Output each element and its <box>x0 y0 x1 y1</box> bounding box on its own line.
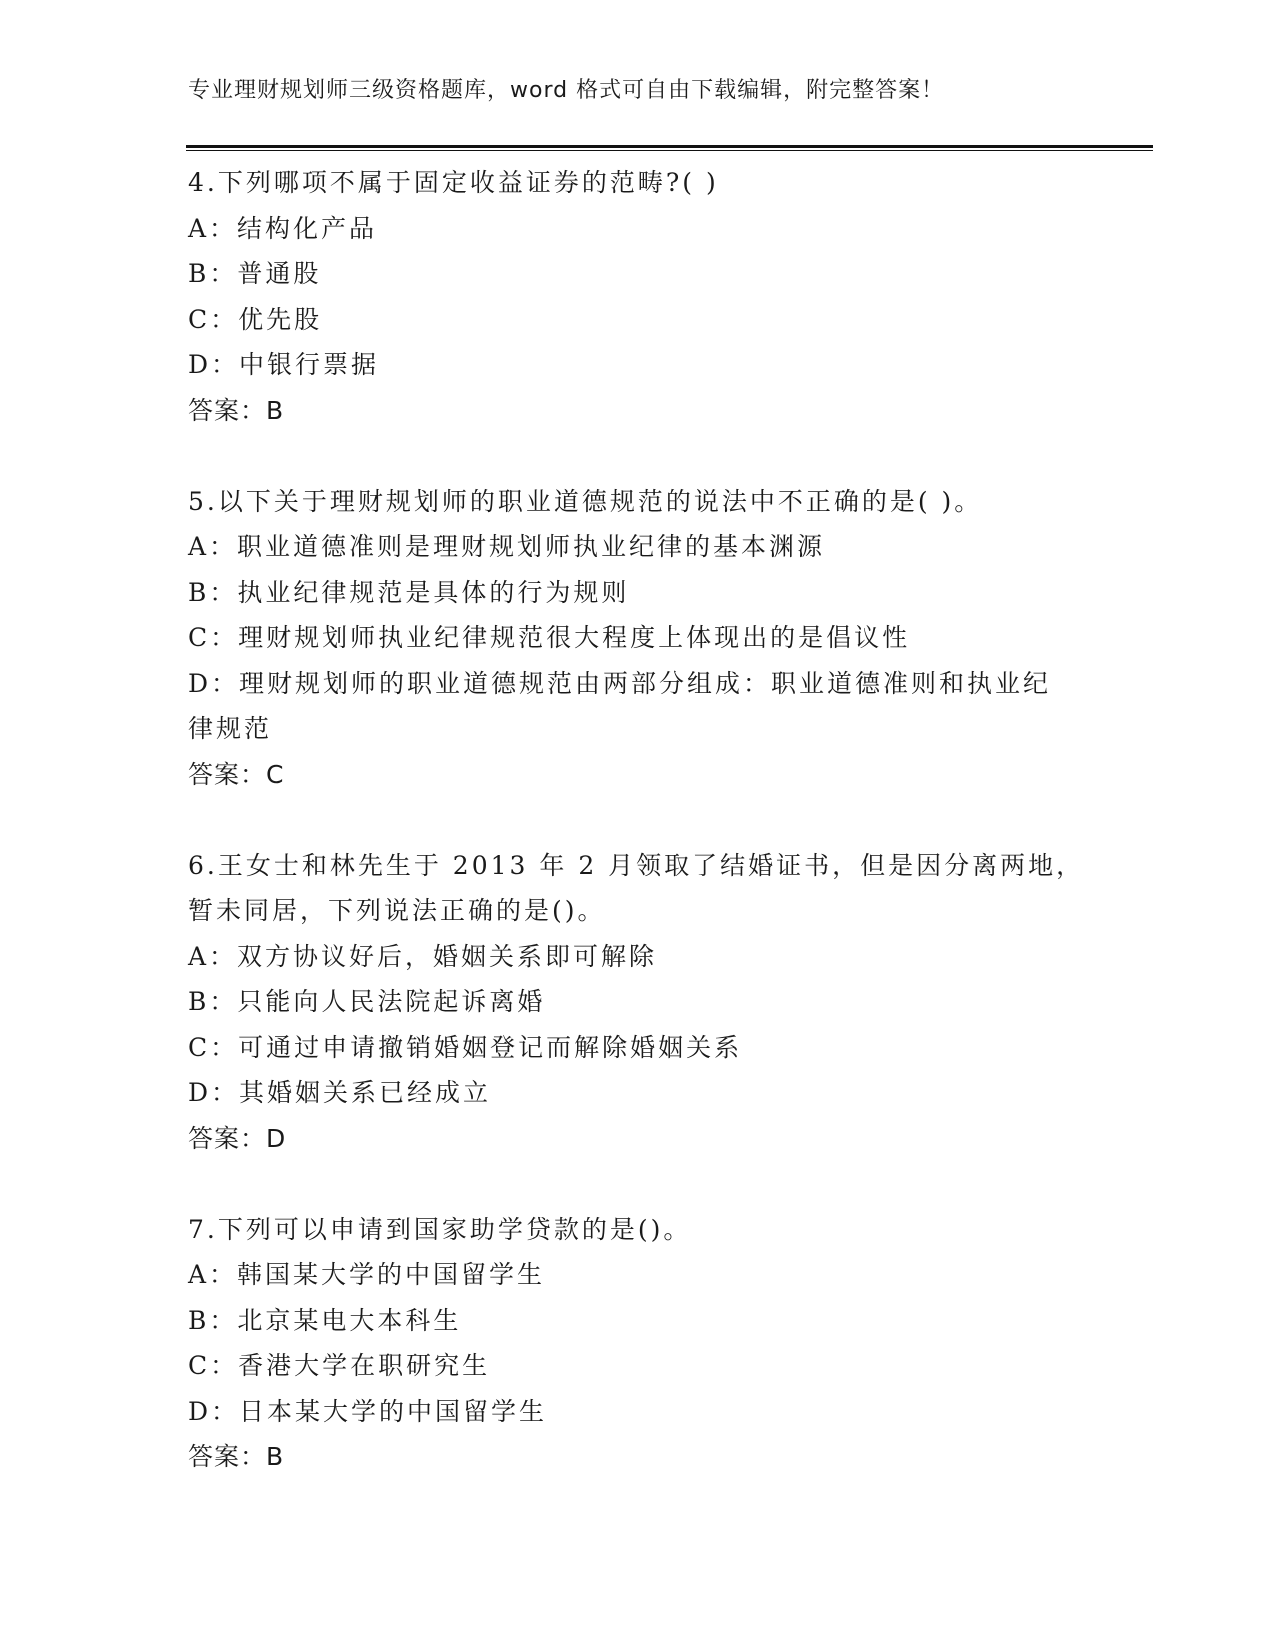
option-a: A：双方协议好后，婚姻关系即可解除 <box>188 941 658 971</box>
answer: 答案：B <box>188 395 285 425</box>
answer: 答案：C <box>188 759 285 789</box>
option-d: D：中银行票据 <box>188 350 380 379</box>
question-stem: 7.下列可以申请到国家助学贷款的是()。 <box>188 1214 692 1244</box>
question-4 <box>188 160 1088 433</box>
option-b: B：执业纪律规范是具体的行为规则 <box>188 577 630 607</box>
option-c: C：理财规划师执业纪律规范很大程度上体现出的是倡议性 <box>188 623 911 652</box>
question-5 <box>188 479 1088 798</box>
option-d: D：日本某大学的中国留学生 <box>188 1396 548 1426</box>
option-c: C：优先股 <box>188 304 323 334</box>
option-b: B：北京某电大本科生 <box>188 1305 462 1335</box>
question-list <box>188 160 1088 1480</box>
question-stem: 5.以下关于理财规划师的职业道德规范的说法中不正确的是( )。 <box>188 486 983 516</box>
answer: 答案：B <box>188 1442 285 1471</box>
header-rule-thin <box>186 150 1153 151</box>
answer: 答案：D <box>188 1123 287 1153</box>
option-a: A：结构化产品 <box>188 213 378 243</box>
option-b: B：普通股 <box>188 259 322 288</box>
option-d: D：其婚姻关系已经成立 <box>188 1078 492 1107</box>
option-a: A：韩国某大学的中国留学生 <box>188 1260 546 1289</box>
option-d-continued: 律规范 <box>188 714 273 743</box>
option-c: C：香港大学在职研究生 <box>188 1351 491 1380</box>
option-c: C：可通过申请撤销婚姻登记而解除婚姻关系 <box>188 1032 743 1062</box>
question-stem: 4.下列哪项不属于固定收益证券的范畴?( ) <box>188 168 719 197</box>
option-b: B：只能向人民法院起诉离婚 <box>188 987 546 1016</box>
option-a: A：职业道德准则是理财规划师执业纪律的基本渊源 <box>188 532 826 561</box>
question-stem: 6.王女士和林先生于 2013 年 2 月领取了结婚证书，但是因分离两地， <box>188 850 1085 880</box>
question-stem-continued: 暂未同居，下列说法正确的是()。 <box>188 896 606 925</box>
question-7 <box>188 1207 1088 1480</box>
page-header: 专业理财规划师三级资格题库，word 格式可自由下载编辑，附完整答案！ <box>188 78 945 103</box>
option-d: D：理财规划师的职业道德规范由两部分组成：职业道德准则和执业纪 <box>188 668 1052 698</box>
header-rule-thick <box>186 145 1153 148</box>
question-6 <box>188 843 1088 1162</box>
